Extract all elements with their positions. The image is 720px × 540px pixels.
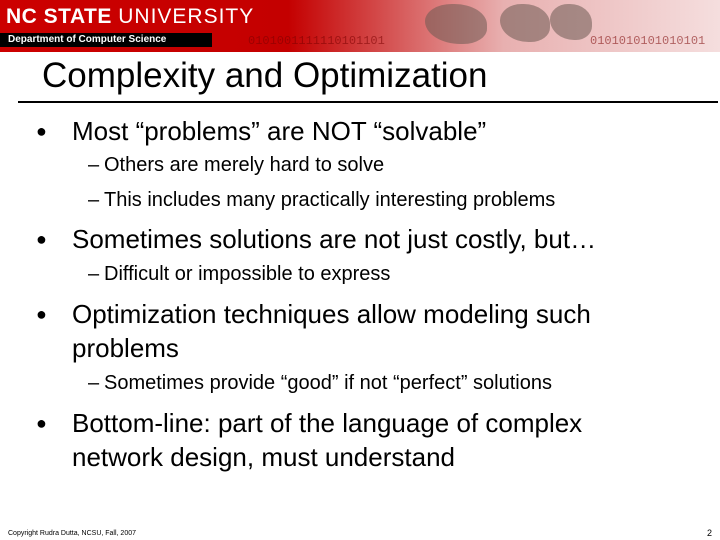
binary-decoration-right: 0101010101010101 [590, 34, 706, 48]
bullet-3-line-2: problems [72, 333, 179, 363]
bullet-dot-icon: ● [36, 413, 47, 433]
sub-bullet-1-1-text: Others are merely hard to solve [104, 154, 385, 176]
bullet-dot-icon: ● [36, 304, 47, 324]
bullet-1-text: Most “problems” are NOT “solvable” [72, 116, 487, 146]
dash-icon: – [88, 189, 100, 211]
wolf-image-1 [425, 4, 487, 44]
dash-icon: – [88, 372, 100, 394]
dash-icon: – [88, 154, 100, 176]
footer-copyright: Copyright Rudra Dutta, NCSU, Fall, 2007 [8, 530, 136, 537]
bullet-3-line-1: Optimization techniques allow modeling such [72, 299, 591, 329]
bullet-4-line-1: Bottom-line: part of the language of complex [72, 408, 583, 438]
department-label: Department of Computer Science [0, 33, 212, 47]
page-number: 2 [706, 528, 712, 538]
sub-bullet-1-2-text: This includes many practically interesting problems [104, 189, 556, 211]
university-name-bold: NC STATE [6, 5, 112, 28]
sub-bullet-3-1-text: Sometimes provide “good” if not “perfect” solutions [104, 372, 552, 394]
header-banner [0, 0, 720, 52]
university-logo [6, 3, 254, 31]
bullet-2-text: Sometimes solutions are not just costly, but… [72, 224, 597, 254]
dash-icon: – [88, 263, 100, 285]
sub-bullet-2-1-text: Difficult or impossible to express [104, 263, 391, 285]
wolf-image-2 [500, 4, 550, 42]
title-divider [18, 101, 718, 103]
slide-title: Complexity and Optimization [42, 56, 488, 95]
bullet-4-line-2: network design, must understand [72, 442, 455, 472]
bullet-dot-icon: ● [36, 121, 47, 141]
binary-decoration-left: 0101001111110101101 [248, 34, 385, 48]
wolf-image-3 [550, 4, 592, 40]
university-name-rest: UNIVERSITY [118, 5, 255, 28]
bullet-dot-icon: ● [36, 229, 47, 249]
